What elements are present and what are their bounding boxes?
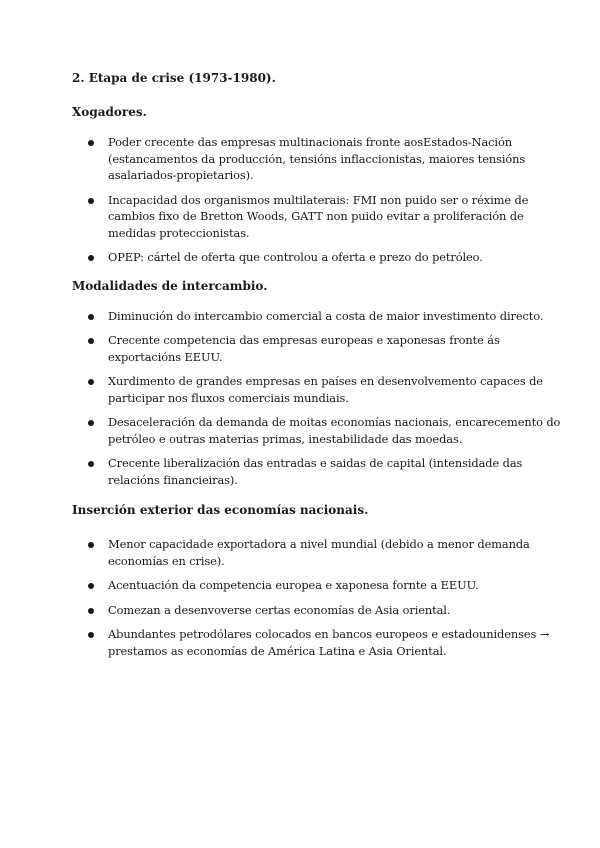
list-item bbox=[72, 626, 562, 659]
list-item bbox=[72, 455, 562, 488]
list-item bbox=[72, 414, 562, 447]
list-item-text: Crecente liberalización das entradas e saidas de capital (intensidade das relacións financieiras). bbox=[108, 456, 523, 487]
list-item bbox=[72, 577, 562, 594]
bullet-icon bbox=[88, 140, 94, 146]
bullet-list bbox=[72, 134, 562, 266]
section-title: Xogadores. bbox=[72, 105, 147, 119]
bullet-icon bbox=[88, 608, 94, 614]
list-item-text: Incapacidad dos organismos multilaterais: FMI non puido ser o réxime de cambios fixo de Bretton Woods, GATT non puido evitar a proliferación de medidas proteccionistas. bbox=[108, 192, 529, 240]
section-modalidades-de-intercambio bbox=[72, 278, 562, 489]
list-item bbox=[72, 249, 562, 266]
section-insercion-exterior bbox=[72, 502, 562, 659]
section-xogadores bbox=[72, 104, 562, 266]
list-item-text: Crecente competencia das empresas europeas e xaponesas fronte ás exportacións EEUU. bbox=[108, 333, 500, 364]
bullet-icon bbox=[88, 542, 94, 548]
page-title: 2. Etapa de crise (1973-1980). bbox=[72, 71, 276, 85]
list-item-text: Diminución do intercambio comercial a costa de maior investimento directo. bbox=[108, 308, 544, 323]
list-item bbox=[72, 373, 562, 406]
bullet-icon bbox=[88, 379, 94, 385]
bullet-icon bbox=[88, 198, 94, 204]
list-item-text: Desaceleración da demanda de moitas economías nacionais, encarecemento do petróleo e outras materias primas, inestabilidade das moedas. bbox=[108, 415, 561, 446]
list-item-text: Acentuación da competencia europea e xaponesa fornte a EEUU. bbox=[108, 578, 479, 592]
list-item bbox=[72, 308, 562, 325]
section-title: Modalidades de intercambio. bbox=[72, 278, 268, 293]
document-page bbox=[72, 70, 562, 671]
list-item-text: Comezan a desenvoverse certas economías de Asia oriental. bbox=[108, 602, 451, 617]
bullet-icon bbox=[88, 338, 94, 344]
bullet-icon bbox=[88, 420, 94, 426]
list-item-text: Abundantes petrodólares colocados en bancos europeos e estadounidenses → prestamos as economías de América Latina e Asia Oriental. bbox=[108, 627, 550, 658]
bullet-icon bbox=[88, 461, 94, 467]
bullet-list bbox=[72, 308, 562, 489]
list-item bbox=[72, 332, 562, 365]
bullet-icon bbox=[88, 632, 94, 638]
list-item bbox=[72, 134, 562, 184]
bullet-list bbox=[72, 536, 562, 659]
list-item bbox=[72, 536, 562, 569]
list-item bbox=[72, 602, 562, 619]
list-item-text: OPEP: cártel de oferta que controlou a oferta e prezo do petróleo. bbox=[108, 250, 483, 264]
list-item bbox=[72, 192, 562, 242]
list-item-text: Poder crecente das empresas multinacionais fronte aosEstados-Nación (estancamentos da producción, tensións inflaccionistas, maiores tensións asalariados-propietarios). bbox=[108, 135, 526, 182]
section-title: Inserción exterior das economías nacionais. bbox=[72, 503, 369, 517]
list-item-text: Xurdimento de grandes empresas en países en desenvolvemento capaces de participar nos fluxos comerciais mundiais. bbox=[108, 374, 543, 405]
list-item-text: Menor capacidade exportadora a nivel mundial (debido a menor demanda economías en crise). bbox=[108, 537, 530, 568]
bullet-icon bbox=[88, 314, 94, 320]
bullet-icon bbox=[88, 583, 94, 589]
bullet-icon bbox=[88, 255, 94, 261]
